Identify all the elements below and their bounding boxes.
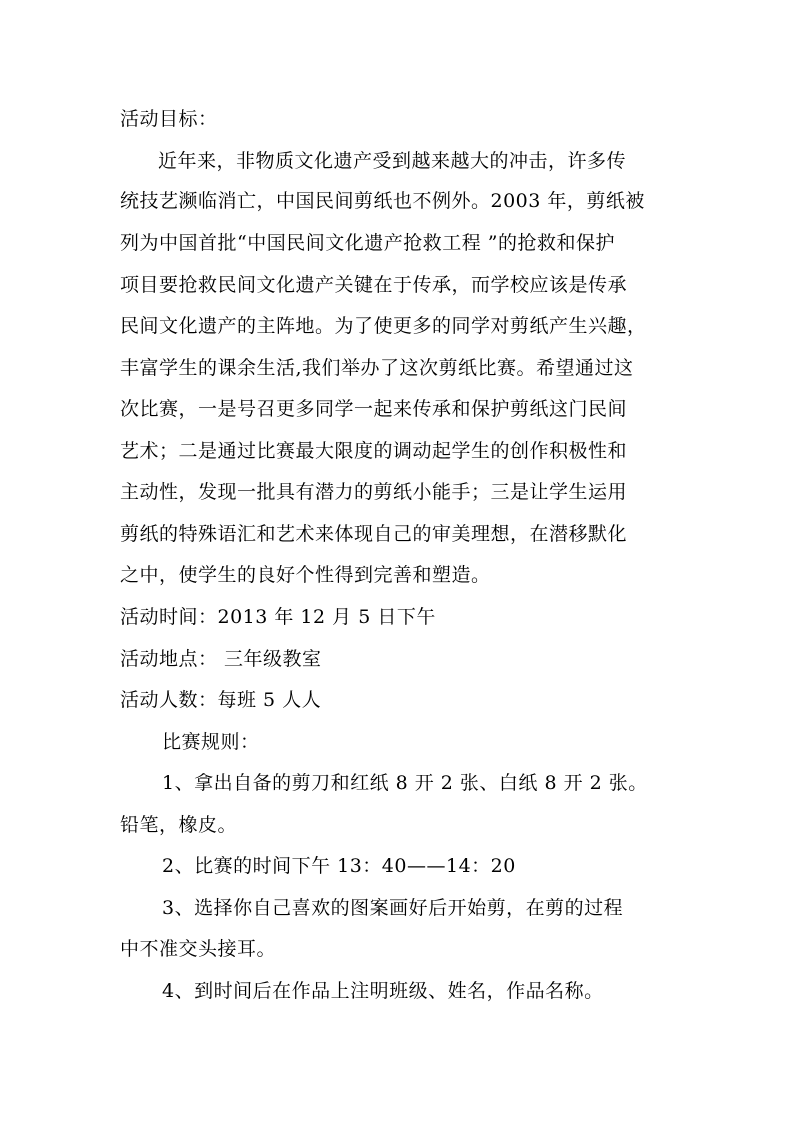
paragraph-line: 项目要抢救民间文化遗产关键在于传承，而学校应该是传承 xyxy=(120,274,628,296)
activity-location: 活动地点： 三年级教室 xyxy=(120,648,322,670)
paragraph-line: 艺术；二是通过比赛最大限度的调动起学生的创作积极性和 xyxy=(120,440,628,462)
paragraph-line: 主动性，发现一批具有潜力的剪纸小能手；三是让学生运用 xyxy=(120,481,628,503)
paragraph-line: 剪纸的特殊语汇和艺术来体现自己的审美理想，在潜移默化 xyxy=(120,523,628,545)
paragraph-line: 丰富学生的课余生活,我们举办了这次剪纸比赛。希望通过这 xyxy=(120,357,634,379)
activity-participants: 活动人数：每班 5 人人 xyxy=(120,689,322,711)
paragraph-line: 列为中国首批“中国民间文化遗产抢救工程 ”的抢救和保护 xyxy=(120,232,615,254)
rule-4: 4、到时间后在作品上注明班级、姓名，作品名称。 xyxy=(162,980,604,1002)
paragraph-line: 民间文化遗产的主阵地。为了使更多的同学对剪纸产生兴趣， xyxy=(120,315,647,337)
paragraph-line: 之中，使学生的良好个性得到完善和塑造。 xyxy=(120,564,491,586)
paragraph-line: 次比赛，一是号召更多同学一起来传承和保护剪纸这门民间 xyxy=(120,398,628,420)
rule-2: 2、比赛的时间下午 13：40——14：20 xyxy=(162,855,516,877)
rule-1: 1、拿出自备的剪刀和红纸 8 开 2 张、白纸 8 开 2 张。 xyxy=(162,772,648,794)
rule-3: 3、选择你自己喜欢的图案画好后开始剪，在剪的过程 xyxy=(162,897,624,919)
rules-heading: 比赛规则： xyxy=(162,731,260,753)
paragraph-line: 统技艺濒临消亡，中国民间剪纸也不例外。2003 年，剪纸被 xyxy=(120,190,645,212)
goal-heading: 活动目标： xyxy=(120,108,218,130)
rule-1-continued: 铅笔，橡皮。 xyxy=(120,814,238,836)
paragraph-line: 近年来，非物质文化遗产受到越来越大的冲击，许多传 xyxy=(158,150,627,172)
rule-3-continued: 中不准交头接耳。 xyxy=(120,938,277,960)
activity-time: 活动时间：2013 年 12 月 5 日下午 xyxy=(120,606,436,628)
